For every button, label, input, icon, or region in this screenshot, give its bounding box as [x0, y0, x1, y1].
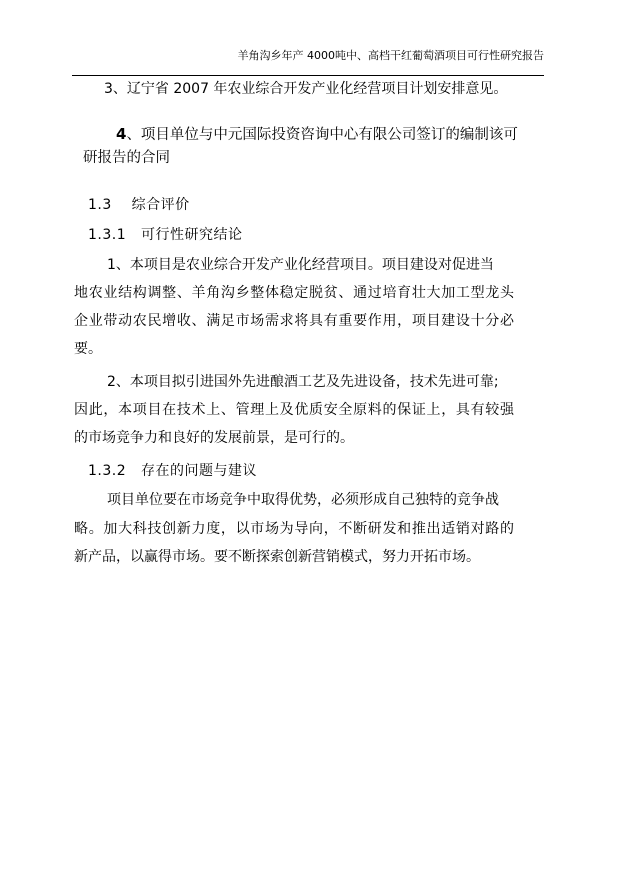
conclusion-p1-line-2: 地农业结构调整、羊角沟乡整体稳定脱贫、通过培育壮大加工型龙头 [74, 285, 514, 301]
conclusion-p1-line-3: 企业带动农民增收、满足市场需求将具有重要作用，项目建设十分必 [74, 313, 514, 329]
section-1-3-1-number: 1.3.1 [88, 227, 127, 243]
conclusion-p2-line-3: 的市场竞争力和良好的发展前景，是可行的。 [74, 430, 354, 446]
section-1-3-2-number: 1.3.2 [88, 463, 127, 479]
conclusion-p2-line-2: 因此，本项目在技术上、管理上及优质安全原料的保证上，具有较强 [74, 402, 514, 418]
basis-item-3: 3、辽宁省 2007 年农业综合开发产业化经营项目计划安排意见。 [104, 81, 508, 97]
issues-p1-line-1: 项目单位要在市场竞争中取得优势，必须形成自己独特的竞争战 [107, 492, 499, 508]
page-header [72, 49, 544, 63]
section-1-3-2-heading [88, 462, 257, 480]
section-1-3-1-title: 可行性研究结论 [140, 227, 243, 243]
section-1-3-number: 1.3 [88, 197, 112, 213]
conclusion-p2-line-1: 2、本项目拟引进国外先进酿酒工艺及先进设备，技术先进可靠; [107, 374, 499, 390]
section-1-3-1-heading [88, 226, 242, 244]
conclusion-p1-line-1: 1、本项目是农业综合开发产业化经营项目。项目建设对促进当 [107, 257, 494, 273]
basis-item-4-line-1 [116, 125, 518, 144]
basis-item-4-text: 、项目单位与中元国际投资咨询中心有限公司签订的编制该可 [126, 127, 518, 143]
basis-item-4-line-2: 研报告的合同 [83, 150, 170, 166]
section-1-3-heading [88, 196, 190, 214]
conclusion-p1-line-4: 要。 [74, 341, 102, 357]
issues-p1-line-3: 新产品，以赢得市场。要不断探索创新营销模式，努力开拓市场。 [74, 549, 480, 565]
section-1-3-title: 综合评价 [131, 197, 190, 213]
issues-p1-line-2: 略。加大科技创新力度，以市场为导向，不断研发和推出适销对路的 [74, 521, 514, 537]
header-rule [72, 75, 544, 76]
section-1-3-2-title: 存在的问题与建议 [140, 463, 257, 479]
header-title: 羊角沟乡年产 4000吨中、高档干红葡萄酒项目可行性研究报告 [237, 49, 544, 62]
basis-item-4-number: 4 [116, 125, 127, 143]
